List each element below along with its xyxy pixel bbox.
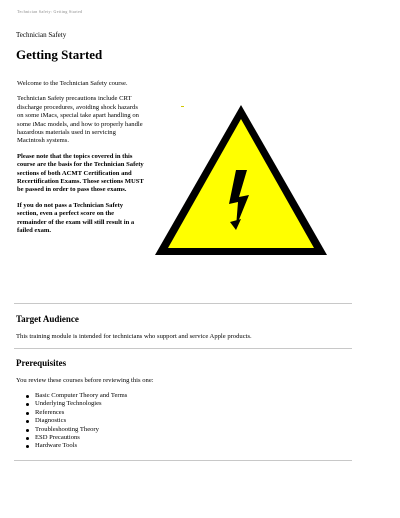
divider [14,460,352,461]
welcome-paragraph: Welcome to the Technician Safety course. [17,80,128,87]
breadcrumb: Technician Safety [16,31,67,39]
list-item: Basic Computer Theory and Terms [26,392,127,400]
list-item: References [26,409,127,417]
intro-section [17,80,145,243]
list-item: Hardware Tools [26,442,127,450]
list-item: Diagnostics [26,417,127,425]
target-audience-heading: Target Audience [16,314,79,324]
precautions-paragraph: Technician Safety precautions include CRT discharge procedures, avoiding shock hazards on some iMacs, special take apart handling on some iMac models, and how to properly handle hazardous materials used in servicing Macintosh systems. [17,95,143,145]
page-title: Getting Started [16,47,103,62]
prerequisites-heading: Prerequisites [16,358,67,368]
prerequisites-intro: You review these courses before reviewing this one: [16,377,154,384]
exam-note-paragraph: Please note that the topics covered in this course are the basis for the Technician Safety sections of both ACMT Certification and Recertification Exams. Those sections MUST be passed in order to pass those exams. [17,152,144,194]
divider [14,348,352,349]
exam-warning-paragraph: If you do not pass a Technician Safety section, even a perfect score on the remainder of the exam will still result in a failed exam. [17,201,135,235]
prerequisites-list [26,392,127,451]
high-voltage-icon [152,102,330,258]
divider [14,303,352,304]
list-item: ESD Precautions [26,434,127,442]
target-audience-text: This training module is intended for technicians who support and service Apple products. [16,333,252,340]
list-item: Underlying Technologies [26,400,127,408]
list-item: Troubleshooting Theory [26,426,127,434]
page-header-left: Technician Safety: Getting Started [17,9,83,14]
